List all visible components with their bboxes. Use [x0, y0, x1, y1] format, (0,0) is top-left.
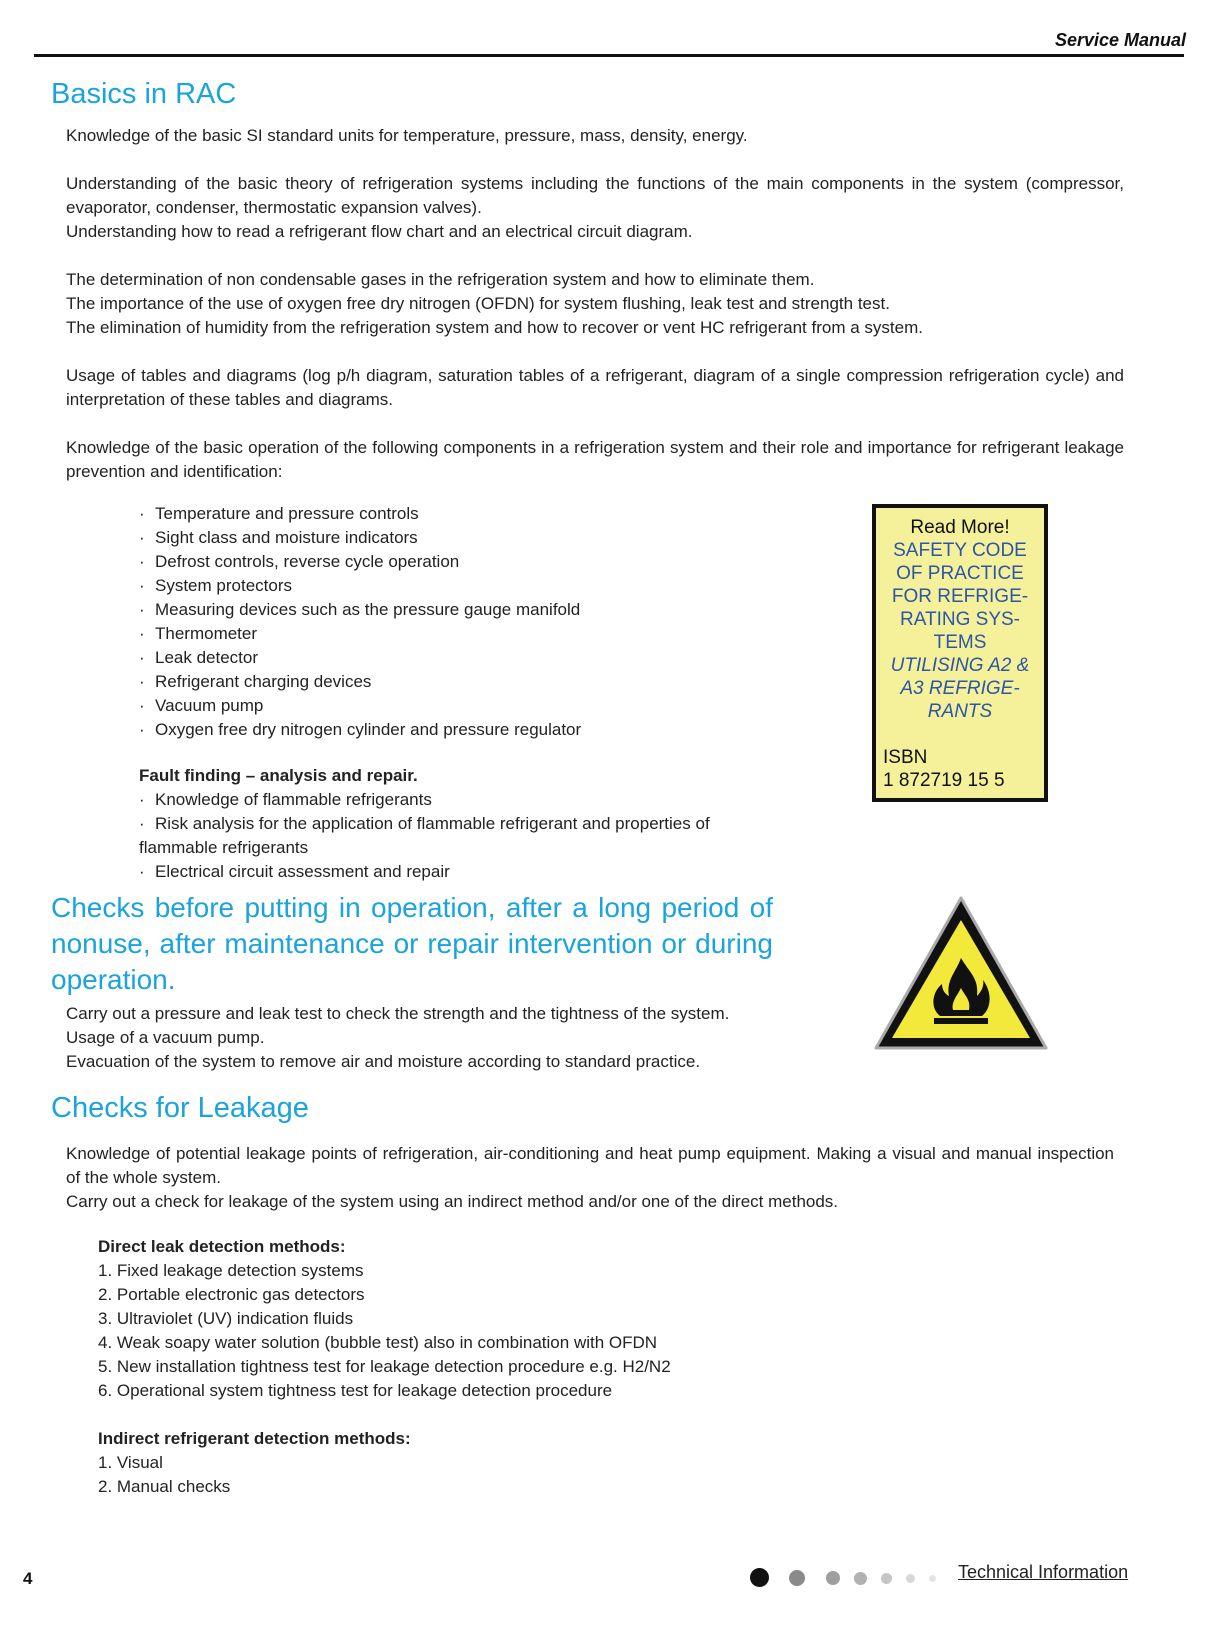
basics-text — [66, 124, 1124, 484]
list-item: · Thermometer — [139, 624, 258, 643]
list-item: 5. New installation tightness test for leakage detection procedure e.g. H2/N2 — [98, 1357, 671, 1376]
read-more-line: RATING SYS- — [900, 609, 1020, 630]
isbn-label: ISBN — [883, 747, 928, 768]
footer-dot — [854, 1572, 867, 1585]
list-item: · Oxygen free dry nitrogen cylinder and pressure regulator — [139, 720, 582, 739]
technical-information-link[interactable]: Technical Information — [958, 1562, 1129, 1582]
checks-operation-line: Carry out a pressure and leak test to check the strength and the tightness of the system. — [66, 1004, 730, 1023]
isbn-number: 1 872719 15 5 — [883, 770, 1005, 791]
direct-heading: Direct leak detection methods: — [98, 1237, 346, 1256]
list-item: · Temperature and pressure controls — [139, 504, 419, 523]
list-item: · Sight class and moisture indicators — [139, 528, 418, 547]
read-more-box — [872, 504, 1048, 802]
checks-operation-line: Usage of a vacuum pump. — [66, 1028, 265, 1047]
indirect-heading: Indirect refrigerant detection methods: — [98, 1429, 411, 1448]
basics-p5: Knowledge of the basic operation of the following components in a refrigeration system and their role and importance for refrigerant leakage prevention and identification: — [66, 438, 1124, 481]
checks-leakage-p2: Carry out a check for leakage of the system using an indirect method and/or one of the direct methods. — [66, 1192, 839, 1211]
list-item: · Measuring devices such as the pressure gauge manifold — [139, 600, 581, 619]
list-item: 2. Portable electronic gas detectors — [98, 1285, 365, 1304]
list-item: 3. Ultraviolet (UV) indication fluids — [98, 1309, 354, 1328]
list-item: 2. Manual checks — [98, 1477, 231, 1496]
basics-p2b: Understanding how to read a refrigerant flow chart and an electrical circuit diagram. — [66, 222, 693, 241]
list-item: · System protectors — [139, 576, 292, 595]
basics-p3c: The elimination of humidity from the refrigeration system and how to recover or vent HC refrigerant from a system. — [66, 318, 923, 337]
checks-leakage-p1: Knowledge of potential leakage points of refrigeration, air-conditioning and heat pump equipment. Making a visual and manual inspection of the whole system. — [66, 1144, 1114, 1187]
basics-p3b: The importance of the use of oxygen free dry nitrogen (OFDN) for system flushing, leak test and strength test. — [66, 294, 890, 313]
list-item: · Electrical circuit assessment and repair — [139, 862, 450, 881]
basics-p2a: Understanding of the basic theory of refrigeration systems including the functions of the main components in the system (compressor, evaporator, condenser, thermostatic expansion valves). — [66, 174, 1124, 217]
basics-heading: Basics in RAC — [51, 78, 237, 110]
footer-dot — [826, 1571, 840, 1585]
checks-operation-heading: Checks before putting in operation, after a long period of nonuse, after maintenance or repair intervention or during operation. — [51, 892, 773, 995]
header-rule — [34, 54, 1184, 57]
list-item: 1. Visual — [98, 1453, 163, 1472]
read-more-italic-line: RANTS — [927, 701, 993, 722]
basics-p1: Knowledge of the basic SI standard units for temperature, pressure, mass, density, energy. — [66, 126, 748, 145]
list-item: · Leak detector — [139, 648, 259, 667]
read-more-line: TEMS — [933, 632, 987, 653]
footer-dot — [789, 1570, 805, 1586]
checks-leakage-heading: Checks for Leakage — [51, 1092, 309, 1124]
footer-dot — [906, 1574, 915, 1583]
page-number: 4 — [23, 1569, 33, 1588]
checks-operation-line: Evacuation of the system to remove air and moisture according to standard practice. — [66, 1052, 701, 1071]
basics-p4: Usage of tables and diagrams (log p/h diagram, saturation tables of a refrigerant, diagram of a single compression refrigeration cycle) and interpretation of these tables and diagrams. — [66, 366, 1124, 409]
checks-operation-text — [66, 1002, 826, 1074]
read-more-label: Read More! — [910, 517, 1010, 538]
fault-heading: Fault finding – analysis and repair. — [139, 766, 418, 785]
list-item: · Refrigerant charging devices — [139, 672, 372, 691]
components-list — [139, 502, 759, 884]
list-item: · Risk analysis for the application of flammable refrigerant and properties of flammable refrigerants — [139, 814, 710, 857]
detection-methods — [98, 1235, 898, 1499]
list-item: · Defrost controls, reverse cycle operation — [139, 552, 460, 571]
read-more-line: OF PRACTICE — [896, 563, 1024, 584]
list-item: 6. Operational system tightness test for leakage detection procedure — [98, 1381, 613, 1400]
flammable-warning-icon — [870, 892, 1052, 1056]
footer-dot — [881, 1573, 892, 1584]
read-more-italic-line: A3 REFRIGE- — [900, 678, 1020, 699]
list-item: 1. Fixed leakage detection systems — [98, 1261, 364, 1280]
read-more-italic-line: UTILISING A2 & — [890, 655, 1030, 676]
footer-dot — [929, 1575, 936, 1582]
list-item: · Vacuum pump — [139, 696, 264, 715]
checks-leakage-text — [66, 1142, 1114, 1214]
read-more-line: SAFETY CODE — [893, 540, 1027, 561]
footer-dot — [750, 1568, 769, 1587]
basics-p3a: The determination of non condensable gases in the refrigeration system and how to eliminate them. — [66, 270, 815, 289]
list-item: · Knowledge of flammable refrigerants — [139, 790, 432, 809]
list-item: 4. Weak soapy water solution (bubble test) also in combination with OFDN — [98, 1333, 658, 1352]
read-more-line: FOR REFRIGE- — [891, 586, 1029, 607]
header-title: Service Manual — [1054, 30, 1186, 50]
